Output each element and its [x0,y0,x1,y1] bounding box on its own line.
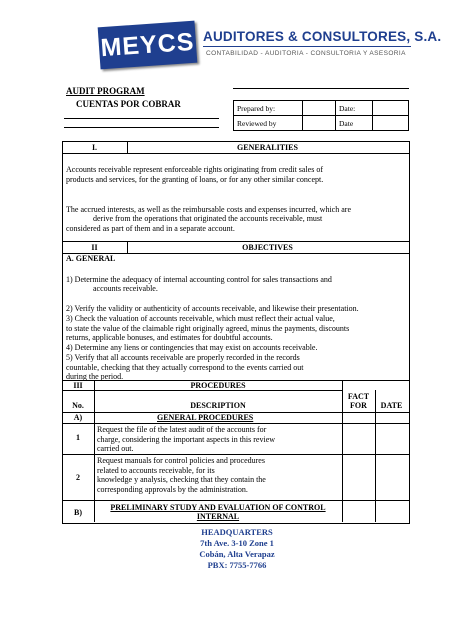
col-fact-header-l1: FACT [347,392,370,401]
footer-city: Cobán, Alta Verapaz [199,549,275,559]
procedure-1-line3: carried out. [97,444,134,453]
section3-title: PROCEDURES [190,381,246,390]
company-name: AUDITORES & CONSULTORES, S.A. [203,29,442,44]
doc-title: AUDIT PROGRAM [66,86,145,96]
gen-p2-line3: considered as part of them and in a separate account. [66,224,235,233]
footer-headquarters: HEADQUARTERS [201,527,273,537]
col-date-header: DATE [380,401,403,410]
col-fact-header-l2: FOR [350,401,367,410]
group-b-title-line1: PRELIMINARY STUDY AND EVALUATION OF CONTROL [110,503,326,512]
prepared-date-label: Date: [336,101,373,116]
section1-title: GENERALITIES [237,143,298,152]
gen-p1-line1: Accounts receivable represent enforceable rights originating from credit sales of [66,165,324,174]
gen-p1-line2: products and services, for the granting of loans, or for any other similar concept. [66,175,324,184]
procedure-2-line4: corresponding approvals by the administration. [97,485,248,494]
col-description-header: DESCRIPTION [190,401,246,410]
prepared-by-label: Prepared by: [234,101,303,116]
blank-line-2 [64,127,219,128]
objectives-subheading: A. GENERAL [66,254,116,263]
header-divider [203,46,411,47]
objective-4: 4) Determine any liens or contingencies that may exist on accounts receivable. [66,343,318,352]
reviewed-date-field[interactable] [373,116,409,131]
procedure-2-line3: knowledge y analysis, checking that they contain the [97,475,266,484]
section2-number: II [91,243,98,252]
objective-1-line1: 1) Determine the adequacy of internal accounting control for sales transactions and [66,275,332,284]
procedure-1-line2: charge, considering the important aspects in this review [97,435,276,444]
reviewed-by-label: Reviewed by [234,116,303,131]
signoff-top-border [233,88,409,89]
objective-5-line3: during the period. [66,372,124,381]
procedure-1-line1: Request the file of the latest audit of the accounts for [97,425,267,434]
prepared-date-field[interactable] [373,101,409,116]
logo-text: MEYCS [99,27,196,62]
group-a-bottom [62,423,409,424]
signoff-table [233,100,409,131]
footer-phone: PBX: 7755-7766 [207,560,267,570]
section3-number: III [73,381,83,390]
section2-title: OBJECTIVES [242,243,293,252]
procedure-2-line1: Request manuals for control policies and procedures [97,456,265,465]
objective-5-line1: 5) Verify that all accounts receivable are properly recorded in the records [66,353,300,362]
company-logo [98,21,198,70]
procedure-2-bottom [62,500,409,501]
reviewed-by-field[interactable] [303,116,336,131]
gen-p2-line1: The accrued interests, as well as the reimbursable costs and expenses incurred, which are [66,205,351,214]
gen-p2-line2: derive from the operations that originated the accounts receivable, must [93,214,323,223]
section1-header-bottom [62,153,409,154]
objective-5-line2: countable, checking that they actually correspond to the events carried out [66,363,304,372]
blank-line-1 [64,118,219,119]
doc-subtitle: CUENTAS POR COBRAR [76,99,181,109]
company-tagline: CONTABILIDAD - AUDITORIA - CONSULTORIA Y ASESORIA [206,50,406,57]
procedure-2-line2: related to accounts receivable, for its [97,466,215,475]
procedure-2-number: 2 [76,473,80,482]
procedure-1-bottom [62,454,409,455]
objective-3-line3: returns, applicable bonuses, and estimates for doubtful accounts. [66,333,273,342]
objective-1-line2: accounts receivable. [93,284,158,293]
reviewed-date-label: Date [336,116,373,131]
objective-3-line1: 3) Check the valuation of accounts receivable, which must reflect their actual value, [66,314,335,323]
objective-3-line2: to state the value of the claimable right originally agreed, minus the payments, discounts [66,324,350,333]
footer-address: 7th Ave. 3-10 Zone 1 [200,538,274,548]
group-a-number: A) [73,413,83,422]
col-no-header: No. [72,401,84,410]
group-a-title: GENERAL PROCEDURES [157,413,254,422]
col-fact-divider [375,390,376,522]
prepared-by-field[interactable] [303,101,336,116]
section1-number: I. [91,143,98,152]
group-b-number: B) [74,508,82,517]
procedure-1-number: 1 [76,433,80,442]
objective-2: 2) Verify the validity or authenticity of accounts receivable, and likewise their presentation. [66,304,359,313]
group-b-title-line2: INTERNAL [196,512,240,521]
section2-header-top [62,241,409,242]
